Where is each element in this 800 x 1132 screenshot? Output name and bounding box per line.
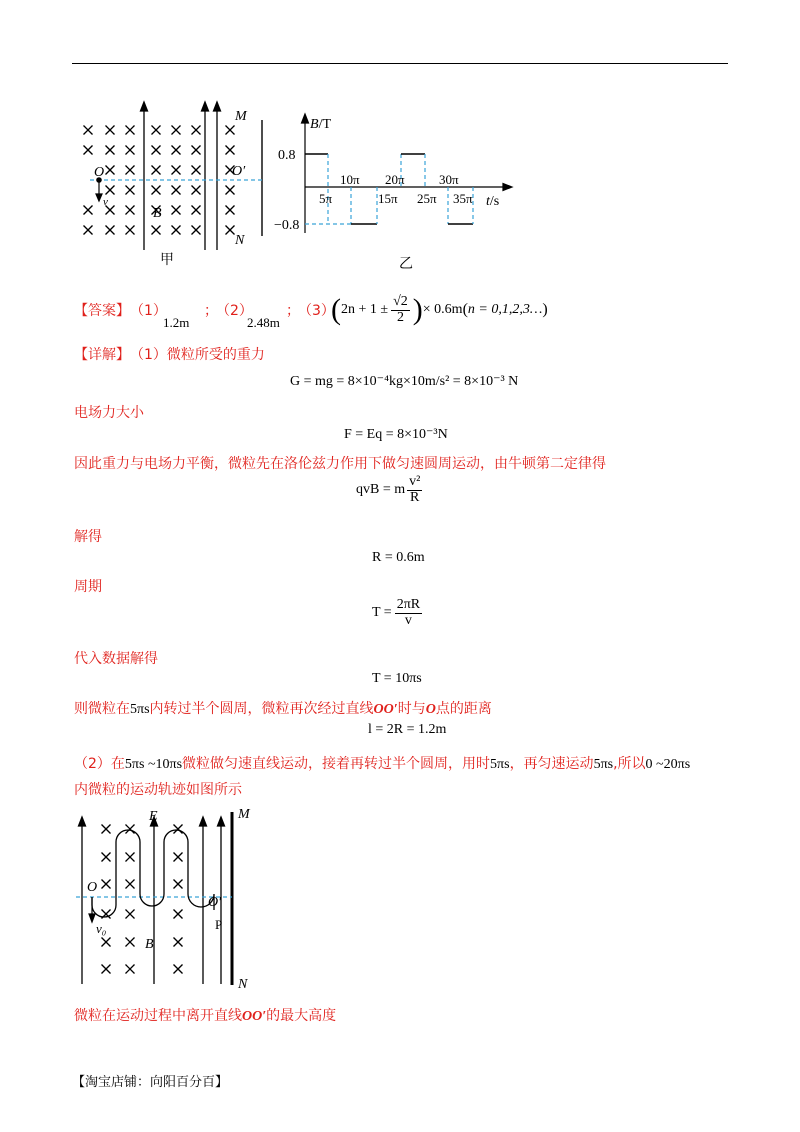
eq3-num: v² [409, 474, 421, 489]
tick-25pi: 25π [417, 191, 437, 206]
figure-trajectory [72, 802, 272, 997]
label-v0: v₀ [96, 921, 107, 936]
label-o: O [94, 165, 105, 180]
label-e: E [149, 809, 158, 824]
eq-newton [356, 475, 422, 505]
velocity-arrow [89, 897, 95, 922]
axes [302, 114, 513, 233]
answer-v3-den: 2 [396, 309, 404, 325]
detail-line3: 因此重力与电场力平衡，微粒先在洛伦兹力作用下做匀速圆周运动，由牛顿第二定律得 [74, 456, 606, 472]
eq5-den: v [404, 612, 412, 628]
answer-v1: 1.2m [163, 315, 190, 330]
answer-v3-cond: n = 0,1,2,3… [467, 302, 543, 317]
answer-label: 【答案】 [74, 303, 130, 319]
answer-p2: （2） [216, 303, 253, 319]
electric-field-lines [141, 102, 221, 250]
label-n: N [235, 233, 245, 248]
answer-sep2: ； [286, 303, 300, 319]
tick-20pi: 20π [385, 172, 405, 187]
answer-v3-pre: 2n + 1 ± [341, 302, 389, 317]
l8-a: （2）在 [74, 756, 125, 772]
l7-e: 时与 [397, 701, 426, 717]
label-b: B [145, 937, 154, 952]
detail-line5: 周期 [74, 579, 102, 595]
velocity-arrow [96, 180, 102, 201]
label-o-prime: O′ [232, 164, 246, 179]
label-b: B [153, 206, 162, 221]
l7-g: 点的距离 [435, 701, 492, 717]
axis-y-label: B/T [310, 117, 332, 132]
answer-p1: （1） [130, 303, 167, 319]
l8-g: ,所以 [613, 756, 646, 772]
detail-line1: （1）微粒所受的重力 [130, 347, 265, 363]
figure-yi [274, 108, 528, 273]
eq-period-value: T = 10πs [372, 671, 422, 686]
label-o: O [87, 880, 98, 895]
detail-line6: 代入数据解得 [74, 651, 158, 667]
l8-f: 5πs [593, 757, 614, 772]
detail-line4: 解得 [74, 529, 102, 545]
trajectory-path [92, 830, 214, 917]
label-n: N [238, 977, 248, 992]
l10-c: 的最大高度 [266, 1008, 337, 1024]
axis-x-label: t/s [486, 194, 500, 209]
l7-f: O [425, 702, 436, 717]
l8-c: 微粒做匀速直线运动，接着再转过半个圆周，用时 [182, 756, 491, 772]
l10-a: 微粒在运动过程中离开直线 [74, 1008, 242, 1024]
eq3-den: R [410, 489, 420, 505]
l7-d: OO′ [373, 702, 398, 717]
answer-v2: 2.48m [247, 315, 280, 330]
eq-distance: l = 2R = 1.2m [368, 722, 447, 737]
eq5-num: 2πR [396, 597, 421, 612]
l7-b: 5πs [130, 702, 150, 717]
label-o-prime: O′ [208, 895, 222, 910]
figure-jia [72, 98, 272, 273]
footer-shop: 【淘宝店铺：向阳百分百】 [72, 1075, 229, 1090]
label-m: M [238, 807, 250, 822]
tick-15pi: 15π [378, 191, 398, 206]
detail-label: 【详解】 [74, 347, 130, 363]
tick-30pi: 30π [439, 172, 459, 187]
l8-h: 0 ~20πs [645, 757, 691, 772]
tick-y-pos: 0.8 [278, 148, 296, 163]
answer-v3-post: × 0.6m [422, 302, 463, 317]
tick-35pi: 35π [453, 191, 473, 206]
l7-c: 内转过半个圆周，微粒再次经过直线 [149, 701, 374, 717]
eq5-lhs: T = [372, 605, 392, 621]
caption-yi: 乙 [399, 257, 413, 272]
label-p: P [215, 917, 223, 932]
waveform [305, 154, 473, 224]
answer-p3: （3） [298, 303, 335, 319]
caption-jia: 甲 [160, 253, 174, 268]
header-rule [72, 63, 728, 64]
l8-d: 5πs [490, 757, 510, 772]
tick-y-neg: −0.8 [274, 218, 300, 233]
eq-radius: R = 0.6m [372, 550, 425, 565]
eq-period [372, 598, 422, 628]
electric-field-lines [79, 817, 225, 984]
eq-gravity: G = mg = 8×10⁻⁴kg×10m/s² = 8×10⁻³ N [290, 374, 519, 389]
detail-line8 [74, 753, 690, 773]
eq-electric-force: F = Eq = 8×10⁻³N [344, 427, 448, 442]
label-m: M [235, 109, 247, 124]
tick-5pi: 5π [319, 191, 333, 206]
detail-line10 [74, 1005, 336, 1025]
answer-sep1: ； [204, 303, 218, 319]
detail-line9: 内微粒的运动轨迹如图所示 [74, 782, 242, 798]
detail-line2: 电场力大小 [74, 405, 144, 421]
l10-b: OO′ [242, 1009, 267, 1024]
detail-line7 [74, 698, 492, 718]
l8-e: ，再匀速运动 [509, 756, 594, 772]
l7-a: 则微粒在 [74, 701, 130, 717]
label-v: v [103, 196, 108, 208]
magnetic-field-marks [102, 825, 183, 974]
l8-b: 5πs ~10πs [124, 757, 183, 772]
answer-v3-num: √2 [393, 293, 408, 309]
eq3-lhs: qvB = m [356, 482, 406, 498]
tick-10pi: 10π [340, 172, 360, 187]
answer-v3: ( 2n + 1 ± $\frac{√2}{2}$ ) × 0.6m ( n = 0,1,2,3… ) [331, 293, 548, 326]
